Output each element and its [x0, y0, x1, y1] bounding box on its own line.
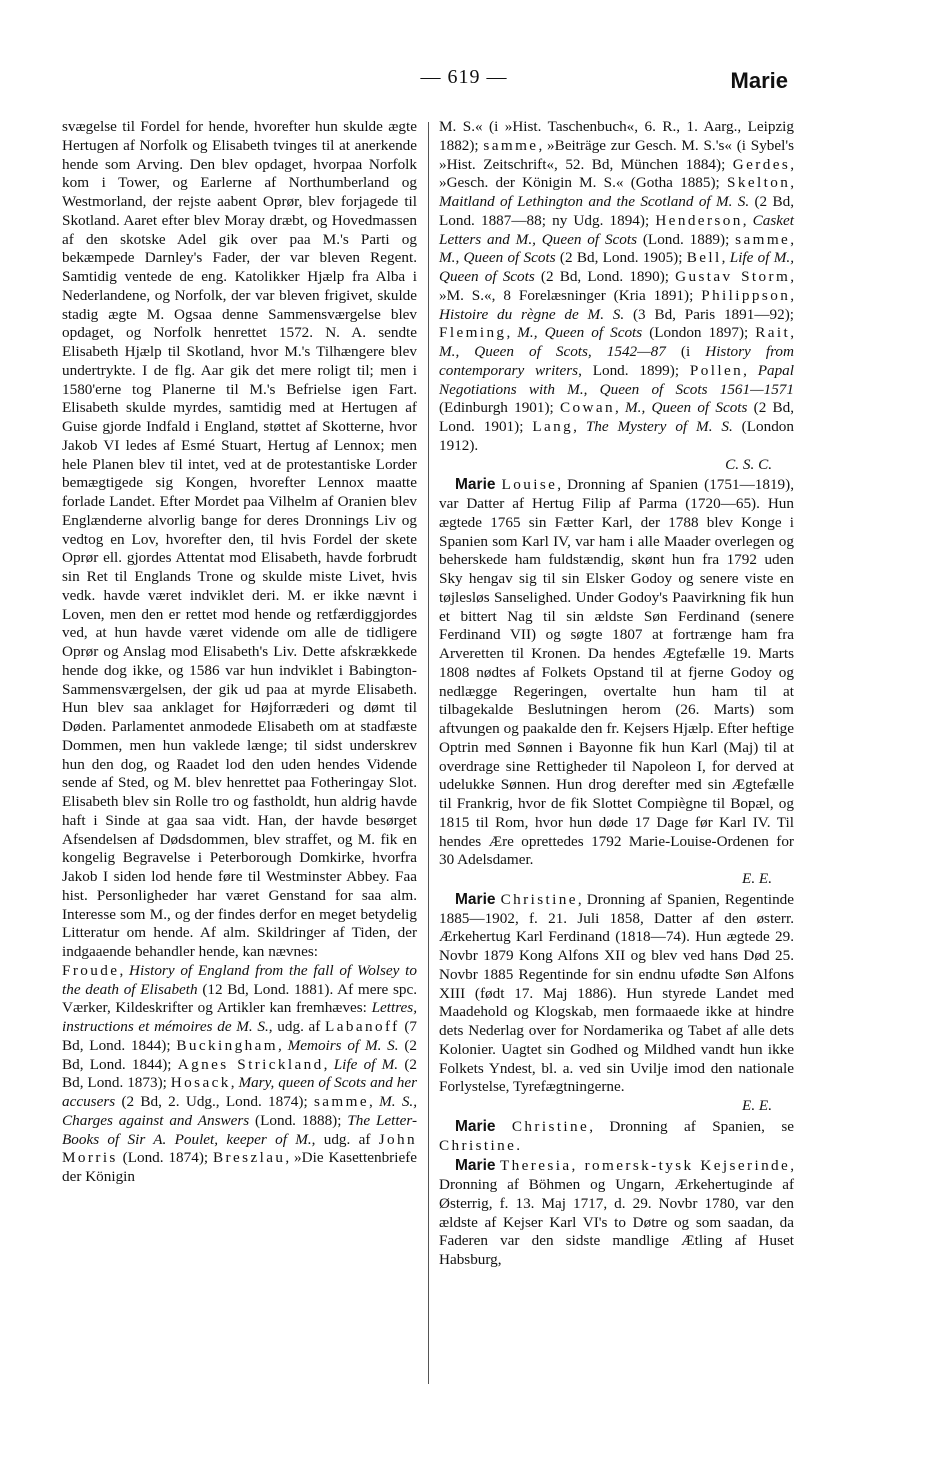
- author-name: Froude: [62, 961, 120, 979]
- citation-text: M. S.« (i »Hist. Taschenbuch«, 6. R., 1. Aarg., Leipzig 1882);: [439, 118, 794, 154]
- author-name: samme: [735, 230, 791, 248]
- entry-body: , Dronning af Böhmen og Ungarn, Ærkehertuginde af Østerrig, f. 13. Maj 1717, d. 29. Novbr 1780, var den ældste af Kejser Karl VI's to Døtre og som saadan, da Faderen var den sidste mandlige Ætling af Huset Habsburg,: [439, 1157, 794, 1268]
- citation-text: ,: [742, 211, 753, 229]
- author-name: John Morris: [62, 1130, 417, 1167]
- page-header: [0, 60, 928, 100]
- work-title: The Mystery of M. S.: [585, 418, 733, 435]
- mary-stuart-text: svægelse til Fordel for hende, hvorefter hun skulde ægte Hertugen af Norfolk og Elisabeth tvinges til at anerkende hende som Arving. Den blev opdaget, hvorpaa Norfolk kom i Tower, og Earlerne af Northumberland og Westmorland, der rejste aabent Oprør, blev forjagede til Skotland. Aaret efter blev Moray dræbt, og Hovedmassen af den skotske Adel gik over paa M.'s Parti og bekæmpede Darnley's Fader, der var bleven Regent. Samtidig ventede de eng. Katolikker Hjælp fra Alba i Nederlandene, og Norfolk, der var bleven frigivet, skulde stadig ægte M. Ogsaa denne Sammensværgelse blev opdaget, og Norfolk henrettet 1572. N. A. sendte Elisabeth Hjælp til Skotland, hvor M.'s Tilhængere blev undertrykte. I de flg. Aar gik det mere roligt til; men i 1580'erne tog Planerne til M.'s Befrielse igen Fart. Elisabeth skulde myrdes, samtidig med at Hertugen af Guise gjorde Indfald i England, støttet af Skotterne, hvor Jakob VI ledes af Esmé Stuart, Hertug af Lennox; men hele Planen blev til intet, ved at de protestantiske Lorder bemægtigede sig Kongen, hvorefter Lennox maatte forlade Landet. Efter Mordet paa Vilhelm af Oranien blev Englænderne alvorlig bange for deres Dronnings Liv og vedtog en Lov, hvorefter den, til hvis Fordel der skete Oprør ell. gjordes Attentat mod Elisabeth, havde forbrudt sin Ret til Englands Trone og skulde miste Livet, hvis vedk. havde været indviklet deri. M. er ikke nævnt i Loven, men den er rettet mod hende og retfærdiggjordes ved, at hun havde været vidende om alle de tidligere Oprør og Anslag mod Elisabeth's Liv. Dette afskrækkede hende dog ikke, og 1586 var hun indviklet i Babington-Sammensværgelsen, der gik ud paa at myrde Elisabeth. Hun blev saa anklaget for Højforræderi og dømt til Døden. Parlamentet anmodede Elisabeth om at stadfæste Dommen, men hun vaklede længe; til sidst underskrev hun den dog, og Raadet lod den uden hendes Vidende sende af Sted, og M. blev henrettet paa Fotheringay Slot. Elisabeth blev sin Rolle tro og fastholdt, hun aldrig havde haft i Sinde at gaa saa vidt. Han, der havde besørget Afsendelsen af Dødsdommen, blev straffet, og M. fik en kongelig Begravelse i Peterborough Domkirke, hvorfra Jakob I siden lod hende føre til Westminster Abbey. Faa hist. Personligheder har været Genstand for saa alm. Interesse som M., og der findes derfor en meget betydelig Litteratur om hende. Af alm. Skildringer af Tiden, der indgaaende behandler hende, kan nævnes:: [62, 118, 417, 960]
- citation-text: (i: [665, 343, 706, 360]
- author-name: Henderson: [655, 211, 743, 229]
- work-title: Memoirs of M. S.: [287, 1036, 399, 1054]
- citation-text: (Edinburgh 1901);: [439, 399, 560, 417]
- work-title: Mary, queen of Scots and her accusers: [62, 1074, 418, 1110]
- entry-headword: Marie: [455, 476, 496, 494]
- work-title: Histoire du règne de M. S.: [439, 305, 625, 323]
- citation-text: (Lond. 1889);: [637, 230, 736, 248]
- work-title: M., Queen of Scots, 1542—87: [439, 343, 666, 360]
- citation-text: , »M. S.«, 8 Forelæsninger (Kria 1891);: [439, 268, 794, 304]
- work-title: Casket Letters and M., Queen of Scots: [439, 211, 794, 248]
- citation-text: , udg. af: [311, 1130, 379, 1148]
- author-name: Labanoff: [325, 1018, 400, 1035]
- entry-signature: E. E.: [742, 1097, 772, 1114]
- author-name: Buckingham: [176, 1036, 278, 1054]
- author-name: Hosack: [170, 1074, 231, 1092]
- citation-text: ,: [278, 1036, 288, 1054]
- work-title: M. S., Charges against and Answers: [62, 1093, 418, 1129]
- work-title: Life of M.: [333, 1055, 399, 1073]
- author-name: Skelton: [726, 174, 791, 192]
- citation-text: (2 Bd, 2. Udg., Lond. 1874);: [115, 1093, 314, 1110]
- citation-text: (London 1912).: [439, 418, 794, 454]
- column-divider: [428, 122, 429, 1384]
- citation-text: (3 Bd, Paris 1891—92);: [624, 305, 794, 323]
- author-name: Rait: [755, 324, 791, 342]
- entry-subject: Theresia, romersk-tysk Kejserinde: [500, 1157, 791, 1175]
- author-name: Lang: [532, 418, 574, 435]
- citation-text: ,: [506, 324, 518, 342]
- citation-text: (London 1897);: [642, 324, 756, 342]
- work-title: M., Queen of Scots: [439, 249, 556, 267]
- dictionary-entry: [439, 891, 794, 1097]
- citation-text: ,: [615, 399, 626, 417]
- citation-text: ,: [573, 418, 586, 435]
- dictionary-entry: [439, 1118, 794, 1156]
- author-name: Gerdes: [732, 155, 791, 173]
- author-name: samme: [483, 136, 539, 154]
- citation-text: (2 Bd, Lond. 1873);: [62, 1055, 418, 1092]
- citation-text: (2 Bd, Lond. 1844);: [62, 1036, 417, 1073]
- work-title: Lettres, instructions et mémoires de M. S.: [62, 999, 417, 1035]
- entry-headword: Marie: [455, 1117, 496, 1135]
- entry-subject: Christine: [511, 1117, 590, 1135]
- entry-headword: Marie: [455, 890, 496, 908]
- mary-stuart-bibliography: [62, 962, 417, 1187]
- citation-text: ,: [323, 1055, 334, 1073]
- work-title: Life of M., Queen of Scots: [439, 249, 795, 285]
- entry-body: , Dronning af Spanien, Regentinde 1885—1902, f. 21. Juli 1858, Datter af den østerr. Ærkehertug Karl Ferdinand (1818—74). Hun ægtede 29. Novbr 1879 Kong Alfons XII og blev ved hans Død 25. Novbr 1885 Regentinde for sin endnu ufødte Søn Alfons XIII (født 17. Maj 1886). Hun styrede Landet med Maadehold og Klogskab, men formaaede ikke at hindre dets Nederlag over for Nordamerika og Tabet af alle dets Kolonier. Uagtet sin Godhed og Mildhed vandt hun ikke Folkets Yndest, bl. a. ved sin Uvilje imod den nationale Forlystelse, Tyrefægtningerne.: [439, 890, 795, 1096]
- citation-text: (Lond. 1888);: [249, 1111, 348, 1129]
- entry-body-end: .: [516, 1136, 521, 1154]
- citation-text: (2 Bd, Lond. 1905);: [555, 249, 687, 267]
- citation-text: , Lond. 1899);: [578, 361, 690, 379]
- cross-reference: Christine: [439, 1136, 517, 1154]
- entries-list: [439, 476, 794, 1270]
- citation-text: (12 Bd, Lond. 1881). Af mere spc. Værker, Kildeskrifter og Artikler kan fremhæves:: [62, 980, 417, 1017]
- dictionary-entry: [439, 476, 794, 870]
- entry-body: , Dronning af Spanien, se: [589, 1117, 795, 1135]
- citation-text: ,: [790, 324, 794, 342]
- entry-headword: Marie: [455, 1157, 496, 1175]
- bibliography-continuation: [439, 118, 794, 456]
- citation-text: ,: [230, 1074, 239, 1092]
- dictionary-entry: [439, 1157, 794, 1270]
- work-title: History from contemporary writers: [439, 343, 794, 379]
- citation-text: ,: [369, 1093, 380, 1110]
- citation-text: (2 Bd, Lond. 1901);: [439, 399, 795, 435]
- citation-text: , »Die Kasettenbriefe der Königin: [62, 1149, 417, 1185]
- entry-body: , Dronning af Spanien (1751—1819), var Datter af Hertug Filip af Parma (1720—65). Hun ægtede 1765 sin Fætter Karl, der 1788 blev Konge i Spanien som Karl IV, var ham i alle Maader overlegen og beherskede ham fuldstændig, skønt hun fra 1792 uden Sky hengav sig til sin Elsker Godoy og senere viste en tøjlesløs Sanselighed. Under Godoy's Paavirkning fik hun et bittert Nag til sin ældste Søn Ferdinand (senere Ferdinand VII) og søgte 1807 at fortrænge ham fra Arveretten til Kronen. Da hendes Ægtefælle 19. Marts 1808 nødtes af Folkets Opstand til at fjerne Godoy og nedlægge Regeringen, overtalte hun ham til at tilbagekalde Beslutningen herom (26. Marts) som aftvungen og paakalde den fr. Kejsers Hjælp. Efter heftige Optrin med Sønnen i Bayonne fik hun Karl (Maj) til at overdrage sine Rettigheder til Napoleon I, for derved at udelukke Sønnen. Hun drog derefter med sin Ægtefælle til Frankrig, hvor de fik Slottet Compiègne til Bopæl, og 1815 til Rom, hvor hun døde 17 Dage før Karl IV. Til hendes Ære oprettedes 1792 Marie-Louise-Ordenen for 30 Adelsdamer.: [439, 476, 794, 869]
- page-number: — 619 —: [420, 66, 508, 88]
- left-column: [62, 118, 417, 1187]
- citation-text: (Lond. 1874);: [117, 1149, 213, 1167]
- author-name: Fleming: [439, 324, 507, 342]
- work-title: M., Queen of Scots: [625, 399, 748, 417]
- citation-text: ,: [721, 249, 730, 267]
- entry-signature: E. E.: [742, 870, 772, 887]
- work-title: Maitland of Lethington and the Scotland of M. S.: [439, 193, 750, 210]
- author-name: Philippson: [701, 286, 791, 304]
- author-name: Agnes Strickland: [177, 1055, 324, 1073]
- citation-text: (2 Bd, Lond. 1890);: [534, 268, 676, 285]
- entry-subject: Christine: [500, 890, 578, 908]
- right-column: [439, 118, 794, 1270]
- work-title: History of England from the fall of Wolsey to the death of Elisabeth: [62, 961, 417, 998]
- citation-text: , »Beiträge zur Gesch. M. S.'s« (i Sybel's »Hist. Zeitschrift«, 52. Bd, München 1884);: [439, 136, 794, 173]
- citation-text: (2 Bd, Lond. 1887—88; ny Udg. 1894);: [439, 193, 795, 229]
- author-signature: C. S. C.: [725, 455, 772, 473]
- author-name: Gustav Storm: [675, 268, 791, 285]
- citation-text: (7 Bd, Lond. 1844);: [62, 1018, 417, 1054]
- author-name: samme: [313, 1093, 369, 1110]
- author-name: Breszlau: [213, 1149, 286, 1167]
- author-name: Bell: [686, 249, 722, 267]
- entry-subject: Louise: [501, 476, 558, 494]
- citation-text: ,: [790, 230, 794, 248]
- citation-text: ,: [743, 361, 758, 379]
- author-name: Cowan: [559, 399, 616, 417]
- work-title: The Letter-Books of Sir A. Poulet, keeper of M.: [62, 1111, 417, 1148]
- citation-text: ,: [790, 286, 794, 304]
- citation-text: , udg. af: [268, 1018, 326, 1035]
- running-head: Marie: [730, 68, 788, 93]
- work-title: M., Queen of Scots: [517, 324, 643, 342]
- author-name: Pollen: [689, 361, 744, 379]
- work-title: Papal Negotiations with M., Queen of Scots 1561—1571: [439, 361, 794, 398]
- citation-text: , »Gesch. der Königin M. S.« (Gotha 1885);: [439, 155, 794, 192]
- citation-text: ,: [119, 961, 129, 979]
- citation-text: ,: [790, 174, 794, 192]
